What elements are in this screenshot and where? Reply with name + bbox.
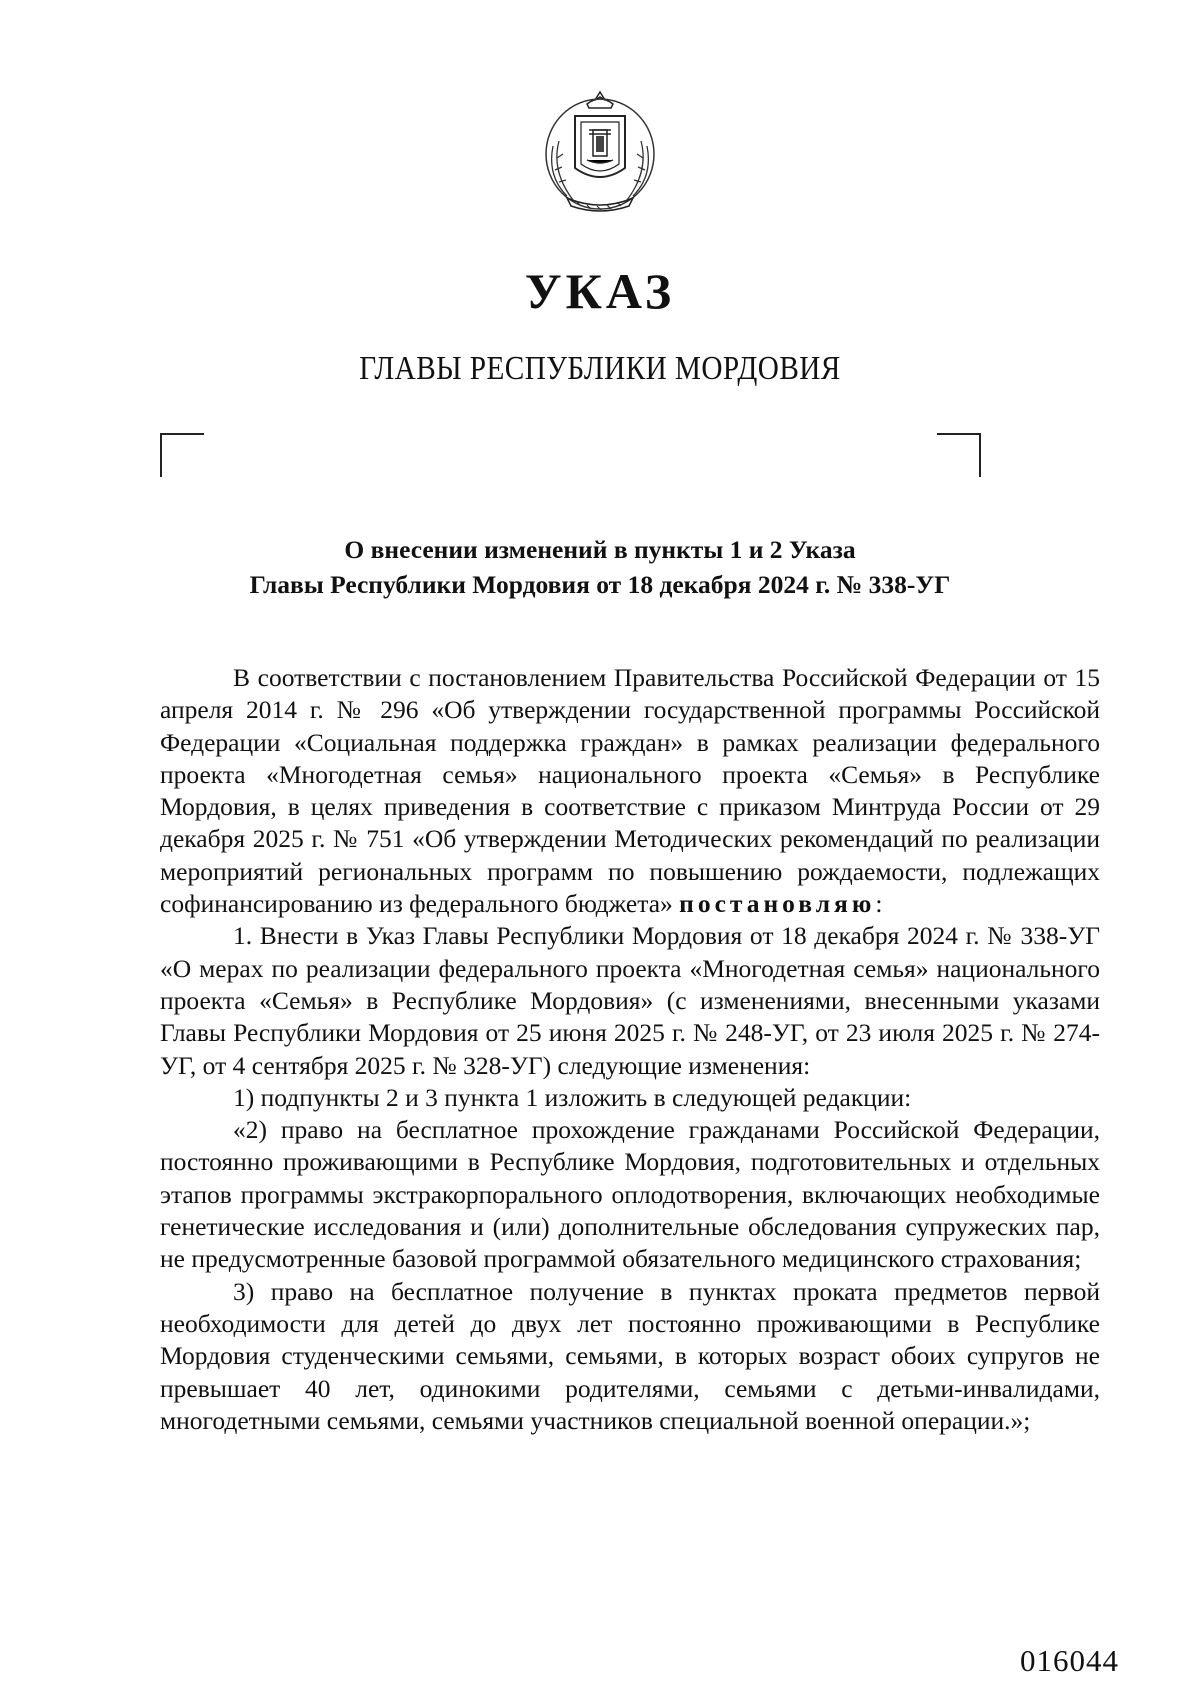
address-corner-right <box>937 433 981 477</box>
coat-of-arms-emblem <box>537 86 663 216</box>
document-subtitle: ГЛАВЫ РЕСПУБЛИКИ МОРДОВИЯ <box>359 350 841 387</box>
decree-heading <box>0 532 1200 602</box>
heading-line-2: Главы Республики Мордовия от 18 декабря 2024 г. № 338-УГ <box>249 570 951 599</box>
document-title: УКАЗ <box>524 263 676 319</box>
quote-subitem-3-paragraph: 3) право на бесплатное получение в пунктах проката предметов первой необходимости для детей до двух лет постоянно проживающими в Республике Мордовия студенческими семьями, семьями, в которых возраст обоих супругов не превышает 40 лет, одинокими родителями, семьями с детьми-инвалидами, многодетными семьями, семьями участников специальной военной операции.»; <box>160 1276 1100 1435</box>
address-corner-left <box>160 433 204 477</box>
decree-body <box>160 662 1100 1437</box>
preamble-text: В соответствии с постановлением Правительства Российской Федерации от 15 апреля 2014 г. № 296 «Об утверждении государственной программы Российской Федерации «Социальная поддержка граждан» в рамках реализации федерального проекта «Многодетная семья» национального проекта «Семья» в Республике Мордовия, в целях приведения в соответствие с приказом Минтруда России от 29 декабря 2025 г. № 751 «Об утверждении Методических рекомендаций по реализации мероприятий региональных программ по повышению рождаемости, подлежащих софинансированию из федерального бюджета» <box>160 663 1100 919</box>
item-1-paragraph: 1. Внести в Указ Главы Республики Мордовия от 18 декабря 2024 г. № 338-УГ «О мерах по реализации федерального проекта «Многодетная семья» национального проекта «Семья» в Республике Мордовия» (с изменениями, внесенными указами Главы Республики Мордовия от 25 июня 2025 г. № 248-УГ, от 23 июля 2025 г. № 274-УГ, от 4 сентября 2025 г. № 328-УГ) следующие изменения: <box>160 921 1100 1080</box>
decree-word: постановляю <box>679 889 876 919</box>
preamble-paragraph <box>160 662 1100 920</box>
heading-line-1: О внесении изменений в пункты 1 и 2 Указа <box>344 535 856 564</box>
quote-subitem-2-paragraph: «2) право на бесплатное прохождение гражданами Российской Федерации, постоянно проживающими в Республике Мордовия, подготовительных и отдельных этапов программы экстракорпорального оплодотворения, включающих необходимые генетические исследования и (или) дополнительные обследования супружеских пар, не предусмотренные базовой программой обязательного медицинского страхования; <box>160 1115 1100 1274</box>
subitem-1-paragraph: 1) подпункты 2 и 3 пункта 1 изложить в следующей редакции: <box>233 1082 912 1112</box>
decree-colon: : <box>875 889 883 919</box>
form-number: 016044 <box>1020 1643 1119 1678</box>
